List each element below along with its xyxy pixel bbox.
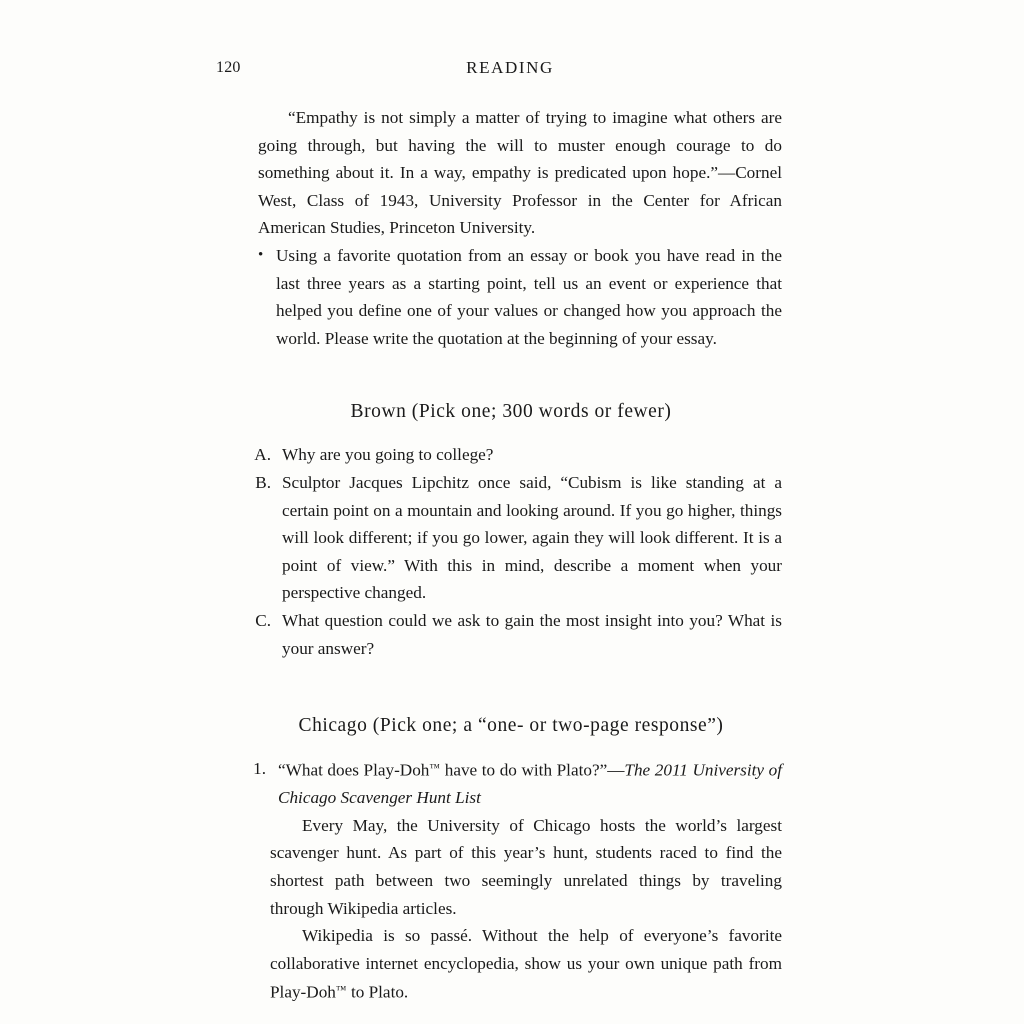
spacer-after-chicago-heading xyxy=(240,739,782,755)
running-head xyxy=(210,55,810,81)
chicago-prompt-citation: The 2011 University of Chicago Scavenger Hunt List xyxy=(278,760,782,808)
princeton-bullet-text: Using a favorite quotation from an essay or book you have read in the last three years as a starting point, tell us an event or experience that helped you define one of your values or changed how you approach the world. Please write the quotation at the beginning of your essay. xyxy=(276,245,782,348)
chicago-section-heading: Chicago (Pick one; a “one- or two-page response”) xyxy=(298,715,724,737)
spacer-before-chicago-heading xyxy=(240,662,782,712)
brown-section-heading: Brown (Pick one; 300 words or fewer) xyxy=(350,401,672,423)
chicago-paragraph-2-start: Wikipedia is so passé. Without the help of everyone’s favorite collaborative internet encyclopedia, show us your own unique path from Play-Doh xyxy=(270,926,782,1002)
chicago-paragraph-1: Every May, the University of Chicago hosts the world’s largest scavenger hunt. As part of this year’s hunt, students raced to find the shortest path between two seemingly unrelated things by traveling through Wikipedia articles. xyxy=(270,815,782,918)
list-item xyxy=(248,755,782,812)
princeton-bullet-item xyxy=(258,242,782,352)
chicago-paragraph-2-end: to Plato. xyxy=(346,982,409,1002)
chicago-paragraph-2 xyxy=(270,922,782,1006)
page-number: 120 xyxy=(216,59,241,76)
princeton-quote-paragraph: “Empathy is not simply a matter of trying to imagine what others are going through, but having the will to muster enough courage to do something about it. In a way, empathy is predicated upon hope.”—Cornel West, Class of 1943, University Professor in the Center for African American Studies, Princeton University. xyxy=(258,108,782,238)
chicago-prompt-quote: “What does Play-Doh xyxy=(278,760,430,780)
trademark-icon: ™ xyxy=(335,985,347,997)
list-item-text: Why are you going to college? xyxy=(282,445,494,465)
list-item xyxy=(247,441,782,469)
list-item xyxy=(247,469,782,607)
bullet-marker: • xyxy=(258,246,264,263)
list-item xyxy=(247,607,782,662)
spacer-after-brown-heading xyxy=(240,425,782,441)
list-marker: A. xyxy=(254,445,271,465)
trademark-icon: ™ xyxy=(429,763,441,775)
list-item-text: Sculptor Jacques Lipchitz once said, “Cubism is like standing at a certain point on a mountain and looking around. If you go higher, things will look different; if you go lower, again they will look different. It is a point of view.” With this in mind, describe a moment when your perspective changed. xyxy=(282,472,782,603)
list-marker: 1. xyxy=(253,759,266,779)
list-marker: C. xyxy=(255,610,271,630)
text-block xyxy=(240,104,782,1006)
spacer-before-brown-heading xyxy=(240,352,782,398)
list-item-text: What question could we ask to gain the most insight into you? What is your answer? xyxy=(282,610,782,658)
chicago-prompt-quote-rest: have to do with Plato?”— xyxy=(440,760,625,780)
running-head-title: READING xyxy=(466,58,554,77)
list-marker: B. xyxy=(255,472,271,492)
